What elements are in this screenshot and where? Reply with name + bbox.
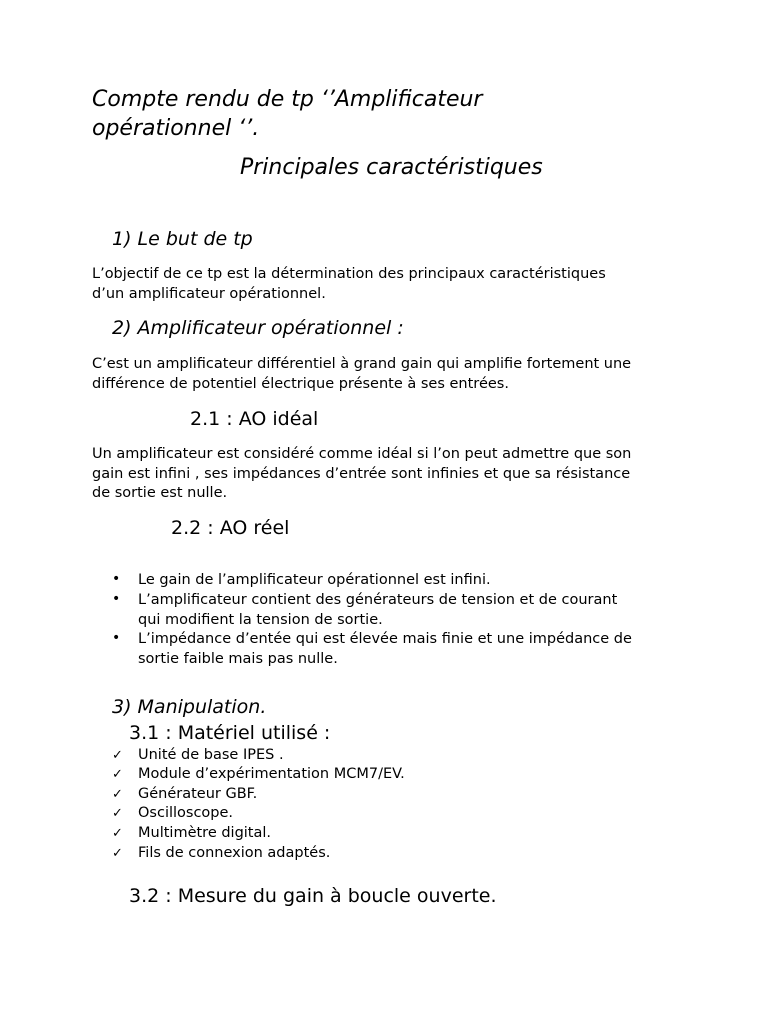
bullet-item-1: Le gain de l’amplificateur opérationnel est infini. <box>138 572 491 588</box>
bullet-item-3 <box>138 630 632 669</box>
paragraph-line: d’un amplificateur opérationnel. <box>92 285 326 302</box>
paragraph-line: différence de potentiel électrique présente à ses entrées. <box>92 375 509 392</box>
section-2-1-heading: 2.1 : AO idéal <box>190 408 319 430</box>
document-title-line-1: Compte rendu de tp ‘’Amplificateur <box>92 87 483 112</box>
document-subtitle: Principales caractéristiques <box>240 155 543 180</box>
equipment-item: Multimètre digital. <box>138 825 272 841</box>
checkmark-icon: ✓ <box>112 748 123 763</box>
section-3-1-heading: 3.1 : Matériel utilisé : <box>129 722 331 744</box>
section-1-heading: 1) Le but de tp <box>112 228 253 250</box>
checkmark-icon: ✓ <box>112 767 123 782</box>
paragraph-line: de sortie est nulle. <box>92 485 228 501</box>
section-3-heading: 3) Manipulation. <box>112 696 267 718</box>
checkmark-icon: ✓ <box>112 846 123 861</box>
paragraph-line: gain est infini , ses impédances d’entrée sont infinies et que sa résistance <box>92 465 631 482</box>
section-2-paragraph <box>92 355 682 394</box>
equipment-item: Unité de base IPES . <box>138 747 284 763</box>
bullet-marker: • <box>112 571 121 587</box>
paragraph-line: L’objectif de ce tp est la détermination des principaux caractéristiques <box>92 266 606 282</box>
bullet-line: L’impédance d’entée qui est élevée mais finie et une impédance de <box>138 631 632 647</box>
bullet-marker: • <box>112 630 121 646</box>
bullet-line: L’amplificateur contient des générateurs de tension et de courant <box>138 592 618 608</box>
checkmark-icon: ✓ <box>112 787 123 802</box>
paragraph-line: Un amplificateur est considéré comme idéal si l’on peut admettre que son <box>92 446 632 462</box>
paragraph-line: C’est un amplificateur différentiel à grand gain qui amplifie fortement une <box>92 356 632 372</box>
equipment-item: Générateur GBF. <box>138 786 258 802</box>
checkmark-icon: ✓ <box>112 826 123 841</box>
bullet-item-2 <box>138 591 617 630</box>
section-3-2-heading: 3.2 : Mesure du gain à boucle ouverte. <box>129 885 497 907</box>
bullet-line: sortie faible mais pas nulle. <box>138 650 338 667</box>
section-2-1-paragraph <box>92 445 682 504</box>
section-2-heading: 2) Amplificateur opérationnel : <box>112 317 404 339</box>
equipment-item: Module d’expérimentation MCM7/EV. <box>138 766 405 782</box>
section-1-paragraph <box>92 265 682 304</box>
bullet-marker: • <box>112 591 121 607</box>
equipment-item: Oscilloscope. <box>138 805 234 821</box>
checkmark-icon: ✓ <box>112 806 123 821</box>
bullet-line: qui modifient la tension de sortie. <box>138 611 383 628</box>
equipment-item: Fils de connexion adaptés. <box>138 845 331 861</box>
document-title-line-2: opérationnel ‘’. <box>92 116 260 141</box>
section-2-2-heading: 2.2 : AO réel <box>171 517 290 539</box>
